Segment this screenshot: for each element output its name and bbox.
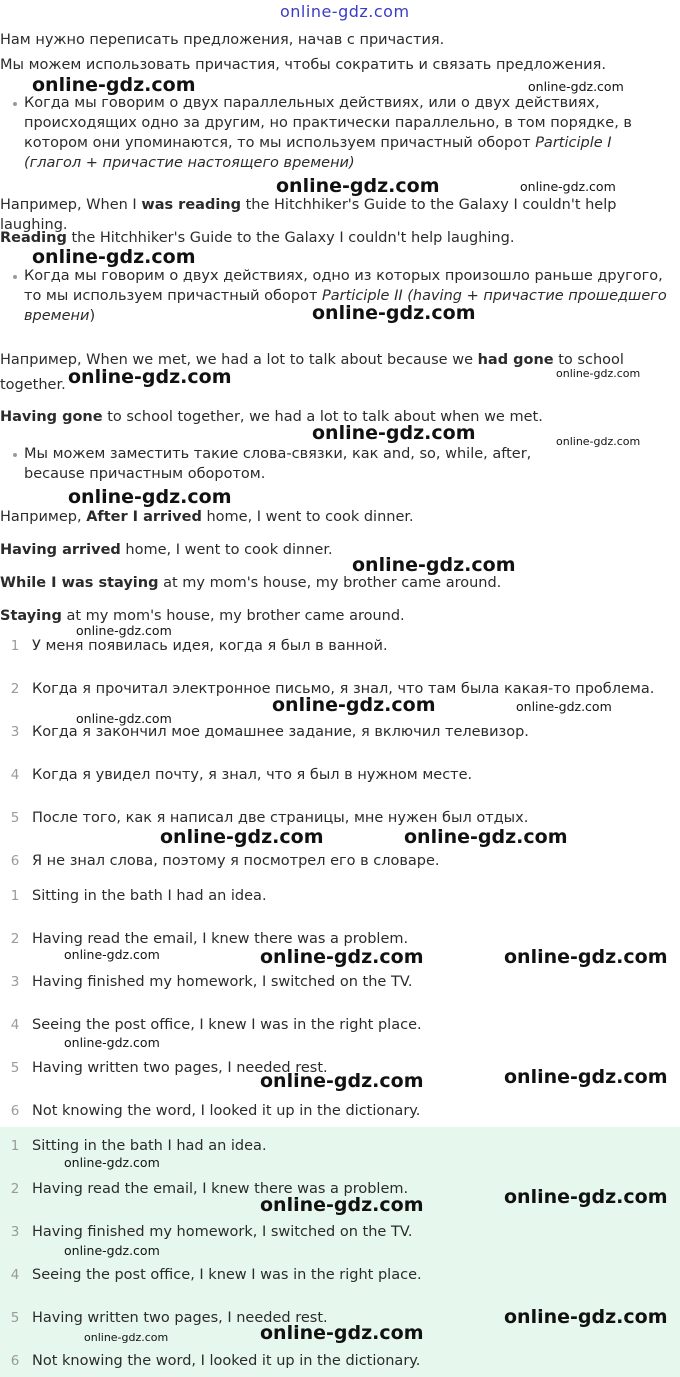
list-item-number: 5 — [10, 810, 20, 826]
list-item: Having written two pages, I needed rest. — [32, 1310, 328, 1326]
list-item: Having written two pages, I needed rest. — [32, 1060, 328, 1076]
example-text: at my mom's house, my brother came around. — [158, 575, 502, 591]
bullet-tail: ) — [89, 308, 96, 324]
watermark: online-gdz.com — [504, 1066, 668, 1088]
example-bold: Staying — [0, 608, 62, 624]
watermark: online-gdz.com — [32, 74, 196, 96]
example-bold: Having arrived — [0, 542, 121, 558]
watermark: online-gdz.com — [516, 699, 612, 714]
example-5 — [0, 507, 676, 527]
list-item-number: 1 — [10, 638, 20, 654]
example-text: the Hitchhiker's Guide to the Galaxy I couldn't help laughing. — [0, 197, 617, 233]
list-item-number: 2 — [10, 1181, 20, 1197]
example-text: at my mom's house, my brother came around. — [61, 608, 405, 624]
watermark: online-gdz.com — [312, 302, 476, 324]
watermark: online-gdz.com — [32, 246, 196, 268]
intro-paragraph-2: Мы можем использовать причастия, чтобы сократить и связать предложения. — [0, 57, 606, 73]
watermark: online-gdz.com — [312, 422, 476, 444]
watermark: online-gdz.com — [76, 711, 172, 726]
watermark: online-gdz.com — [76, 623, 172, 638]
list-item: Having finished my homework, I switched on the TV. — [32, 974, 413, 990]
list-item: Sitting in the bath I had an idea. — [32, 1138, 267, 1154]
watermark: online-gdz.com — [504, 1306, 668, 1328]
list-item-number: 6 — [10, 1353, 20, 1369]
watermark: online-gdz.com — [504, 1186, 668, 1208]
list-item-number: 3 — [10, 724, 20, 740]
list-item-number: 4 — [10, 767, 20, 783]
list-item: Not knowing the word, I looked it up in the dictionary. — [32, 1353, 421, 1369]
list-item: Я не знал слова, поэтому я посмотрел его в словаре. — [32, 853, 440, 869]
watermark: online-gdz.com — [276, 175, 440, 197]
watermark: online-gdz.com — [260, 1194, 424, 1216]
example-bold: was reading — [141, 197, 241, 213]
example-text: to school together. — [0, 352, 624, 393]
list-item: Когда я прочитал электронное письмо, я знал, что там была какая-то проблема. — [32, 681, 655, 697]
list-item-number: 3 — [10, 974, 20, 990]
example-2 — [0, 228, 676, 248]
watermark: online-gdz.com — [504, 946, 668, 968]
list-item-number: 4 — [10, 1267, 20, 1283]
watermark: online-gdz.com — [68, 366, 232, 388]
example-bold: While I was staying — [0, 575, 159, 591]
example-text: the Hitchhiker's Guide to the Galaxy I couldn't help laughing. — [66, 230, 515, 246]
list-item-number: 2 — [10, 681, 20, 697]
list-item: Having read the email, I knew there was a problem. — [32, 1181, 409, 1197]
example-text: Например, — [0, 509, 87, 525]
list-item: Когда я закончил мое домашнее задание, я включил телевизор. — [32, 724, 529, 740]
watermark: online-gdz.com — [556, 435, 641, 448]
intro-paragraph-1: Нам нужно переписать предложения, начав с причастия. — [0, 32, 445, 48]
example-text: Например, When we met, we had a lot to talk about because we — [0, 352, 478, 368]
list-item: Когда я увидел почту, я знал, что я был в нужном месте. — [32, 767, 473, 783]
bullet-participle-1 — [24, 93, 672, 173]
watermark: online-gdz.com — [64, 1155, 160, 1170]
watermark: online-gdz.com — [64, 947, 160, 962]
watermark: online-gdz.com — [84, 1331, 169, 1344]
bullet-italic: Participle I (глагол + причастие настоящего времени) — [24, 135, 612, 171]
list-item: Seeing the post office, I knew I was in the right place. — [32, 1017, 422, 1033]
site-header-watermark: online-gdz.com — [280, 2, 410, 21]
example-text: home, I went to cook dinner. — [201, 509, 414, 525]
list-item: Having finished my homework, I switched on the TV. — [32, 1224, 413, 1240]
example-text: Например, When I — [0, 197, 142, 213]
example-bold: Having gone — [0, 409, 103, 425]
watermark: online-gdz.com — [260, 946, 424, 968]
list-item-number: 5 — [10, 1060, 20, 1076]
list-item-number: 2 — [10, 931, 20, 947]
bullet-text: Мы можем заместить такие слова-связки, как and, so, while, after, because причастным оборотом. — [24, 446, 532, 482]
list-item-number: 1 — [10, 888, 20, 904]
list-item-number: 5 — [10, 1310, 20, 1326]
watermark: online-gdz.com — [64, 1243, 160, 1258]
example-bold: had gone — [477, 352, 554, 368]
watermark: online-gdz.com — [352, 554, 516, 576]
list-item-number: 4 — [10, 1017, 20, 1033]
bullet-text: Когда мы говорим о двух действиях, одно из которых произошло раньше другого, то мы используем причастный оборот — [24, 268, 663, 304]
watermark: online-gdz.com — [260, 1070, 424, 1092]
example-6 — [0, 540, 676, 560]
bullet-linking-words — [24, 444, 590, 484]
example-text: to school together, we had a lot to talk about when we met. — [102, 409, 543, 425]
list-item: Sitting in the bath I had an idea. — [32, 888, 267, 904]
watermark: online-gdz.com — [272, 694, 436, 716]
example-bold: After I arrived — [86, 509, 202, 525]
watermark: online-gdz.com — [68, 486, 232, 508]
watermark: online-gdz.com — [556, 367, 641, 380]
watermark: online-gdz.com — [64, 1035, 160, 1050]
watermark: online-gdz.com — [520, 179, 616, 194]
watermark: online-gdz.com — [260, 1322, 424, 1344]
example-7 — [0, 573, 676, 593]
list-item: После того, как я написал две страницы, мне нужен был отдых. — [32, 810, 529, 826]
list-item-number: 3 — [10, 1224, 20, 1240]
example-bold: Reading — [0, 230, 67, 246]
list-item-number: 6 — [10, 853, 20, 869]
list-item: У меня появилась идея, когда я был в ванной. — [32, 638, 388, 654]
example-text: home, I went to cook dinner. — [120, 542, 333, 558]
watermark: online-gdz.com — [404, 826, 568, 848]
watermark: online-gdz.com — [528, 79, 624, 94]
list-item: Not knowing the word, I looked it up in the dictionary. — [32, 1103, 421, 1119]
list-item: Having read the email, I knew there was a problem. — [32, 931, 409, 947]
bullet-italic: Participle II (having + причастие прошедшего времени — [24, 288, 667, 324]
list-item-number: 6 — [10, 1103, 20, 1119]
list-item-number: 1 — [10, 1138, 20, 1154]
watermark: online-gdz.com — [160, 826, 324, 848]
list-item: Seeing the post office, I knew I was in the right place. — [32, 1267, 422, 1283]
bullet-text: Когда мы говорим о двух параллельных действиях, или о двух действиях, происходящих одно за другим, но практически параллельно, в том порядке, в котором они упоминаются, то мы используем причастный оборот — [24, 95, 632, 151]
